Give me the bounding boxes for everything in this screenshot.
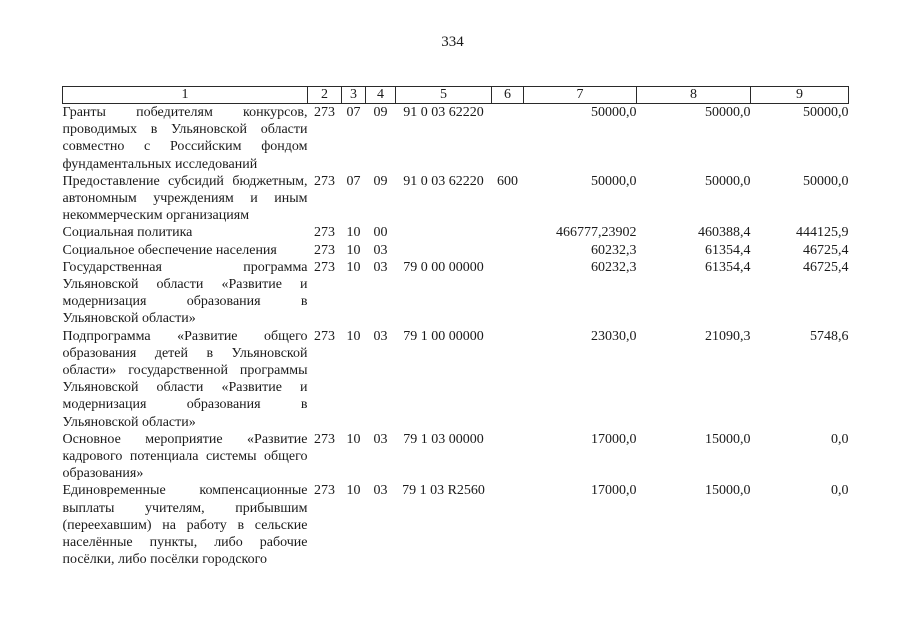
column-number-row	[63, 87, 849, 104]
row-amount-year1: 17000,0	[591, 483, 637, 499]
row-pr: 03	[373, 328, 388, 344]
table-row	[63, 242, 849, 259]
row-name: Единовременные компенсационные выплаты учителям, прибывшим (переехавшим) на работу в сельские населённые пункты, либо рабочие посёлки, либо посёлки городского	[62, 483, 308, 568]
row-rz: 10	[346, 242, 361, 258]
row-rz: 10	[346, 483, 361, 499]
row-csr: 91 0 03 62220	[403, 105, 484, 120]
row-ved: 273	[314, 328, 335, 344]
row-amount-year2: 15000,0	[705, 431, 751, 447]
row-ved: 273	[314, 173, 335, 189]
row-vr	[492, 259, 524, 328]
row-vr	[492, 482, 524, 568]
row-amount-year3: 46725,4	[803, 259, 849, 275]
row-amount-year3: 444125,9	[796, 225, 849, 241]
row-csr: 79 1 03 R2560	[402, 483, 485, 499]
table-body	[63, 104, 849, 569]
row-ved: 273	[314, 242, 335, 258]
row-ved: 273	[314, 105, 335, 120]
row-amount-year1: 17000,0	[591, 431, 637, 447]
row-amount-year2: 61354,4	[705, 242, 751, 258]
row-amount-year3: 50000,0	[803, 105, 849, 120]
row-amount-year2: 50000,0	[705, 173, 751, 189]
row-pr: 09	[373, 173, 388, 189]
row-ved: 273	[314, 431, 335, 447]
row-name: Подпрограмма «Развитие общего образования детей в Ульяновской области» государственной программы Ульяновской области «Развитие и модернизация образования в Ульяновской области»	[62, 328, 308, 430]
row-csr: 91 0 03 62220	[403, 173, 484, 189]
row-vr	[492, 242, 524, 259]
column-header-9: 9	[751, 87, 849, 104]
row-amount-year1: 60232,3	[591, 242, 637, 258]
page-number: 334	[441, 34, 464, 50]
row-amount-year2: 460388,4	[698, 225, 751, 241]
row-amount-year3: 5748,6	[810, 328, 849, 344]
column-header-2: 2	[308, 87, 342, 104]
row-rz: 10	[346, 328, 361, 344]
row-rz: 10	[346, 225, 361, 241]
row-csr: 79 0 00 00000	[403, 259, 484, 275]
row-amount-year1: 466777,23902	[556, 225, 637, 241]
row-pr: 09	[373, 105, 388, 120]
row-amount-year1: 50000,0	[591, 173, 637, 189]
row-vr	[492, 224, 524, 241]
row-ved: 273	[314, 225, 335, 241]
row-name: Гранты победителям конкурсов, проводимых в Ульяновской области совместно с Российским фондом фундаментальных исследований	[62, 105, 308, 172]
column-header-8: 8	[637, 87, 751, 104]
column-header-4: 4	[366, 87, 396, 104]
row-pr: 03	[373, 483, 388, 499]
row-csr	[396, 242, 492, 259]
row-pr: 03	[373, 259, 388, 275]
row-vr: 600	[497, 173, 518, 189]
row-vr	[492, 328, 524, 431]
budget-table	[62, 86, 849, 568]
row-vr	[492, 104, 524, 173]
table-header	[63, 87, 849, 104]
row-name: Социальное обеспечение населения	[62, 242, 277, 258]
row-amount-year3: 50000,0	[803, 173, 849, 189]
row-amount-year2: 21090,3	[705, 328, 751, 344]
row-amount-year2: 15000,0	[705, 483, 751, 499]
table-row	[63, 328, 849, 431]
row-ved: 273	[314, 259, 335, 275]
table-row	[63, 173, 849, 225]
column-header-1: 1	[63, 87, 308, 104]
row-amount-year1: 50000,0	[591, 105, 637, 120]
row-csr	[396, 224, 492, 241]
row-csr: 79 1 00 00000	[403, 328, 484, 344]
row-rz: 07	[346, 173, 361, 189]
row-pr: 03	[373, 431, 388, 447]
row-amount-year3: 46725,4	[803, 242, 849, 258]
row-amount-year3: 0,0	[831, 483, 849, 499]
row-pr: 00	[373, 225, 388, 241]
row-amount-year1: 23030,0	[591, 328, 637, 344]
row-amount-year2: 61354,4	[705, 259, 751, 275]
column-header-5: 5	[396, 87, 492, 104]
row-pr: 03	[373, 242, 388, 258]
table-row	[63, 224, 849, 241]
table-row	[63, 259, 849, 328]
row-ved: 273	[314, 483, 335, 499]
row-vr	[492, 431, 524, 483]
row-amount-year3: 0,0	[831, 431, 849, 447]
column-header-6: 6	[492, 87, 524, 104]
row-csr: 79 1 03 00000	[403, 431, 484, 447]
row-rz: 10	[346, 259, 361, 275]
row-amount-year2: 50000,0	[705, 105, 751, 120]
row-name: Предоставление субсидий бюджетным, автономным учреждениям и иным некоммерческим организациям	[62, 173, 308, 224]
row-name: Социальная политика	[62, 225, 193, 241]
row-rz: 07	[346, 105, 361, 120]
row-rz: 10	[346, 431, 361, 447]
column-header-7: 7	[524, 87, 637, 104]
column-header-3: 3	[342, 87, 366, 104]
row-name: Основное мероприятие «Развитие кадрового потенциала системы общего образования»	[62, 431, 308, 482]
table-row	[63, 482, 849, 568]
row-name: Государственная программа Ульяновской области «Развитие и модернизация образования в Ульяновской области»	[62, 259, 308, 327]
table-row	[63, 104, 849, 173]
table-row	[63, 431, 849, 483]
row-amount-year1: 60232,3	[591, 259, 637, 275]
